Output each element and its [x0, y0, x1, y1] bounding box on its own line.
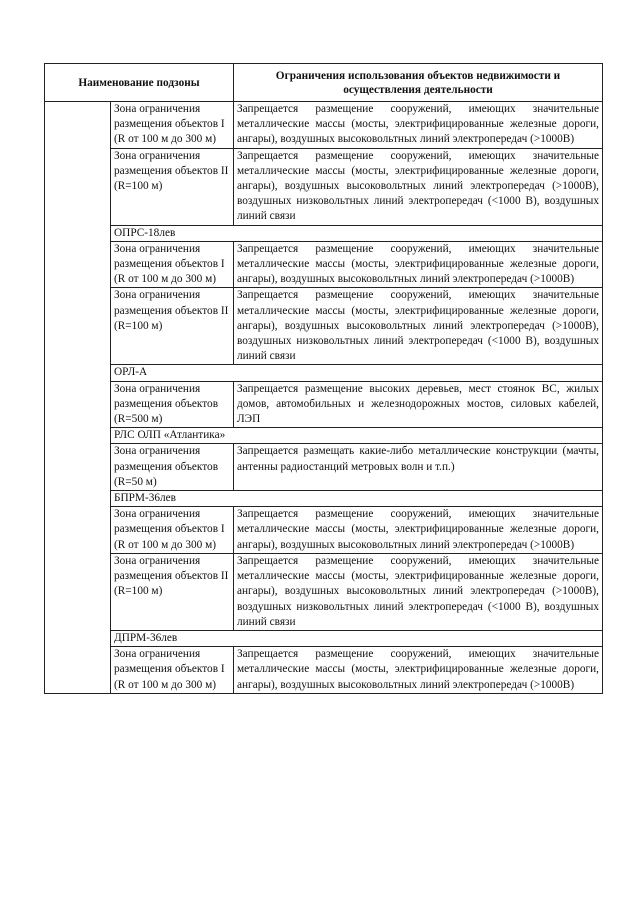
table-row — [45, 553, 603, 630]
restriction-cell: Запрещается размещение сооружений, имеющих значительные металлические массы (мосты, электрифицированные железные дороги, ангары), воздушных высоковольтных линий электропередач (>1000В) — [234, 241, 603, 288]
table-header-row — [45, 64, 603, 102]
table-row — [45, 148, 603, 225]
restriction-cell: Запрещается размещение сооружений, имеющих значительные металлические массы (мосты, электрифицированные железные дороги, ангары), воздушных высоковольтных линий электропередач (>1000В) — [234, 507, 603, 554]
restriction-cell: Запрещается размещение сооружений, имеющих значительные металлические массы (мосты, электрифицированные железные дороги, ангары), воздушных высоковольтных линий электропередач (>1000В), воздушных низковольтных линий электропередач (<1000 В), воздушных линий связи — [234, 148, 603, 225]
zone-name-cell: Зона ограничения размещения объектов I (R от 100 м до 300 м) — [111, 507, 234, 554]
zone-name-cell: Зона ограничения размещения объектов (R=500 м) — [111, 381, 234, 428]
table-row — [45, 288, 603, 365]
zone-name-cell: Зона ограничения размещения объектов I (R от 100 м до 300 м) — [111, 647, 234, 694]
group-title: БПРМ-36лев — [111, 491, 603, 507]
table-body — [45, 102, 603, 694]
group-title-row — [45, 365, 603, 381]
group-title-row — [45, 491, 603, 507]
restriction-cell: Запрещается размещение высоких деревьев, мест стоянок ВС, жилых домов, автомобильных и железнодорожных мостов, силовых кабелей, ЛЭП — [234, 381, 603, 428]
restrictions-table — [44, 63, 603, 694]
zone-name-cell: Зона ограничения размещения объектов II (R=100 м) — [111, 148, 234, 225]
table-row — [45, 102, 603, 149]
group-title: ОРЛ-А — [111, 365, 603, 381]
restriction-cell: Запрещается размещать какие-либо металлические конструкции (мачты, антенны радиостанций метровых волн и т.п.) — [234, 444, 603, 491]
group-title-row — [45, 428, 603, 444]
table-row — [45, 444, 603, 491]
table-row — [45, 647, 603, 694]
group-title-row — [45, 225, 603, 241]
table-row — [45, 507, 603, 554]
restriction-cell: Запрещается размещение сооружений, имеющих значительные металлические массы (мосты, электрифицированные железные дороги, ангары), воздушных высоковольтных линий электропередач (>1000В), воздушных низковольтных линий электропередач (<1000 В), воздушных линий связи — [234, 553, 603, 630]
group-title: ДПРМ-36лев — [111, 630, 603, 646]
header-subzone-name: Наименование подзоны — [45, 64, 234, 102]
table-row — [45, 381, 603, 428]
zone-name-cell: Зона ограничения размещения объектов (R=50 м) — [111, 444, 234, 491]
header-restrictions: Ограничения использования объектов недвижимости и осуществления деятельности — [234, 64, 603, 102]
zone-name-cell: Зона ограничения размещения объектов I (R от 100 м до 300 м) — [111, 241, 234, 288]
restriction-cell: Запрещается размещение сооружений, имеющих значительные металлические массы (мосты, электрифицированные железные дороги, ангары), воздушных высоковольтных линий электропередач (>1000В) — [234, 647, 603, 694]
group-title: РЛС ОЛП «Атлантика» — [111, 428, 603, 444]
group-title: ОПРС-18лев — [111, 225, 603, 241]
restriction-cell: Запрещается размещение сооружений, имеющих значительные металлические массы (мосты, электрифицированные железные дороги, ангары), воздушных высоковольтных линий электропередач (>1000В), воздушных низковольтных линий электропередач (<1000 В), воздушных линий связи — [234, 288, 603, 365]
zone-name-cell: Зона ограничения размещения объектов I (R от 100 м до 300 м) — [111, 102, 234, 149]
merged-left-cell — [45, 102, 111, 694]
group-title-row — [45, 630, 603, 646]
table-row — [45, 241, 603, 288]
restriction-cell: Запрещается размещение сооружений, имеющих значительные металлические массы (мосты, электрифицированные железные дороги, ангары), воздушных высоковольтных линий электропередач (>1000В) — [234, 102, 603, 149]
zone-name-cell: Зона ограничения размещения объектов II (R=100 м) — [111, 553, 234, 630]
zone-name-cell: Зона ограничения размещения объектов II (R=100 м) — [111, 288, 234, 365]
